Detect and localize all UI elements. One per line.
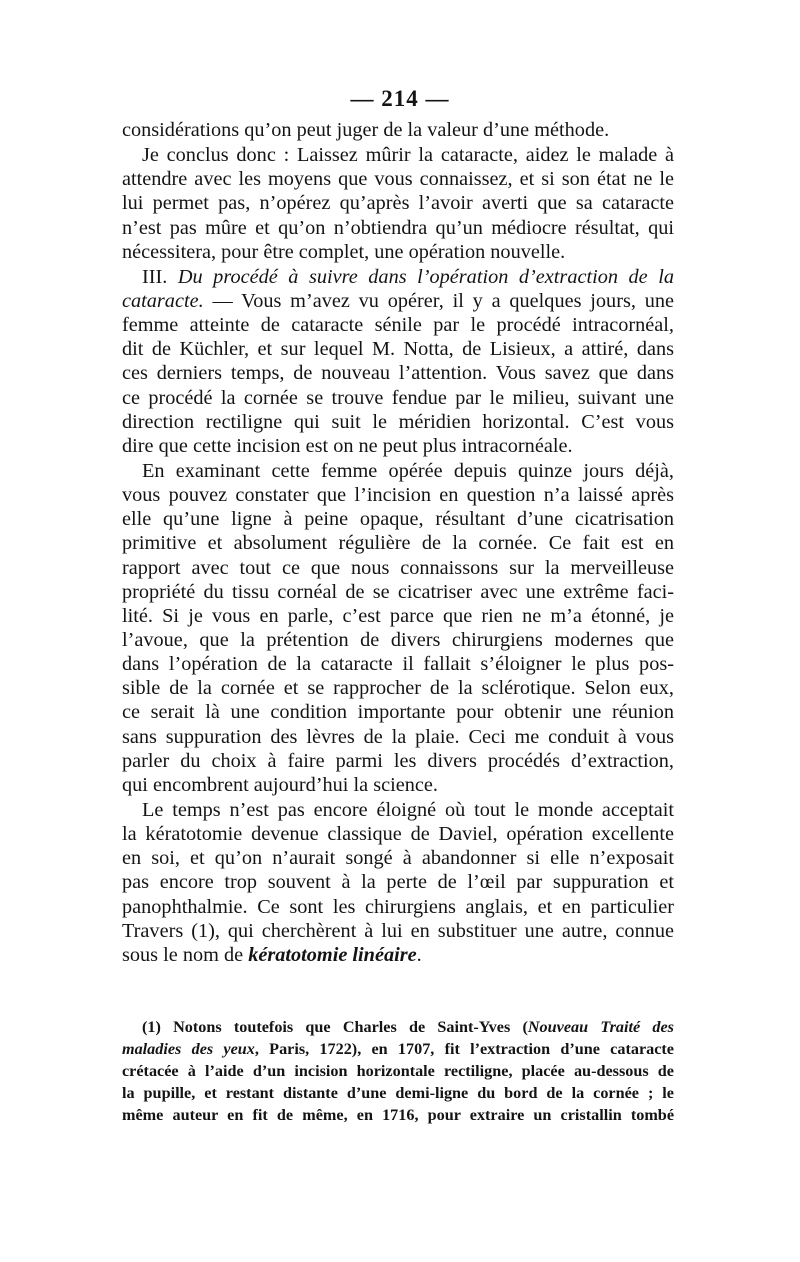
footnote-line: crétacée à l’aide d’un incision horizontale rectiligne, placée au-dessous de bbox=[122, 1062, 674, 1080]
text-line: nécessitera, pour être complet, une opération nouvelle. bbox=[122, 240, 566, 263]
text-line: vous pouvez constater que l’incision en question n’a laissé après bbox=[122, 484, 674, 507]
text-line: dire que cette incision est on ne peut plus intracornéale. bbox=[122, 434, 573, 457]
text-line: qui encombrent aujourd’hui la science. bbox=[122, 773, 438, 796]
text-line: cataracte. — Vous m’avez vu opérer, il y a quelques jours, une bbox=[122, 289, 674, 312]
text-line: direction rectiligne qui suit le méridien horizontal. C’est vous bbox=[122, 410, 674, 433]
text-line: sible de la cornée et se rapprocher de la sclérotique. Selon eux, bbox=[122, 677, 674, 700]
text-line: parler du choix à faire parmi les divers procédés d’extraction, bbox=[122, 749, 674, 772]
footnote-line: (1) Notons toutefois que Charles de Saint-Yves (Nouveau Traité des bbox=[142, 1018, 674, 1036]
footnote-line: même auteur en fit de même, en 1716, pour extraire un cristallin tombé bbox=[122, 1106, 674, 1124]
footnote bbox=[122, 1016, 674, 1126]
section-heading bbox=[122, 265, 674, 289]
text-line: dit de Küchler, et sur lequel M. Notta, de Lisieux, a attiré, dans bbox=[122, 338, 674, 361]
text-line: attendre avec les moyens que vous connaissez, et si son état ne le bbox=[122, 168, 674, 191]
text-line: pas encore trop souvent à la perte de l’œil par suppuration et bbox=[122, 871, 674, 894]
text-line: considérations qu’on peut juger de la valeur d’une méthode. bbox=[122, 119, 610, 141]
text-line: sous le nom de kératotomie linéaire. bbox=[122, 943, 422, 966]
page-number: — 214 — bbox=[350, 86, 450, 111]
text-line: primitive et absolument régulière de la cornée. Ce fait est en bbox=[122, 532, 674, 555]
paragraph-1 bbox=[122, 118, 674, 142]
paragraph-3 bbox=[122, 265, 674, 458]
text-line: ce procédé la cornée se trouve fendue par le milieu, suivant une bbox=[122, 386, 674, 409]
footnote-line: la pupille, et restant distante d’une demi-ligne du bord de la cornée ; le bbox=[122, 1084, 674, 1102]
section-title-end: cataracte. bbox=[122, 289, 204, 312]
text-line: rapport avec tout ce que nous connaissons sur la merveilleuse bbox=[122, 556, 674, 579]
text-line: lité. Si je vous en parle, c’est parce que rien ne m’a étonné, je bbox=[122, 604, 674, 627]
section-number: III. bbox=[142, 265, 168, 288]
paragraph-4 bbox=[122, 459, 674, 797]
text-line: En examinant cette femme opérée depuis quinze jours déjà, bbox=[142, 459, 674, 482]
text-line: n’est pas mûre et qu’on n’obtiendra qu’un médiocre résultat, qui bbox=[122, 216, 674, 239]
paragraph-2 bbox=[122, 143, 674, 264]
text-line: en soi, et qu’on n’aurait songé à abandonner si elle n’exposait bbox=[122, 847, 674, 870]
text-line: dans l’opération de la cataracte il fallait s’éloigner le plus pos- bbox=[122, 653, 674, 676]
section-title: Du procédé à suivre dans l’opération d’extraction de la bbox=[177, 265, 674, 288]
text-line: propriété du tissu cornéal de se cicatriser avec une extrême faci- bbox=[122, 580, 674, 603]
text-line: sans suppuration des lèvres de la plaie. Ceci me conduit à vous bbox=[122, 725, 674, 748]
text-line: Travers (1), qui cherchèrent à lui en substituer une autre, connue bbox=[122, 919, 674, 942]
footnote-line: maladies des yeux, Paris, 1722), en 1707, fit l’extraction d’une cataracte bbox=[122, 1040, 674, 1058]
text-line: femme atteinte de cataracte sénile par le procédé intracornéal, bbox=[122, 314, 674, 337]
text-line: ces derniers temps, de nouveau l’attention. Vous savez que dans bbox=[122, 362, 674, 385]
text-line: panophthalmie. Ce sont les chirurgiens anglais, et en particulier bbox=[122, 895, 674, 918]
text-line: la kératotomie devenue classique de Daviel, opération excellente bbox=[122, 823, 674, 846]
emphasized-term: kératotomie linéaire bbox=[248, 943, 417, 966]
text-line: Le temps n’est pas encore éloigné où tout le monde acceptait bbox=[142, 798, 674, 821]
text-line: Je conclus donc : Laissez mûrir la cataracte, aidez le malade à bbox=[142, 144, 674, 167]
text-line: elle qu’une ligne à peine opaque, résultant d’une cicatrisation bbox=[122, 508, 674, 531]
text-line: l’avoue, que la prétention de divers chirurgiens modernes que bbox=[122, 628, 674, 651]
main-text bbox=[122, 118, 674, 967]
text-line: lui permet pas, n’opérez qu’après l’avoir averti que sa cataracte bbox=[122, 192, 674, 215]
text-line: ce serait là une condition importante pour obtenir une réunion bbox=[122, 701, 674, 724]
paragraph-5 bbox=[122, 798, 674, 967]
